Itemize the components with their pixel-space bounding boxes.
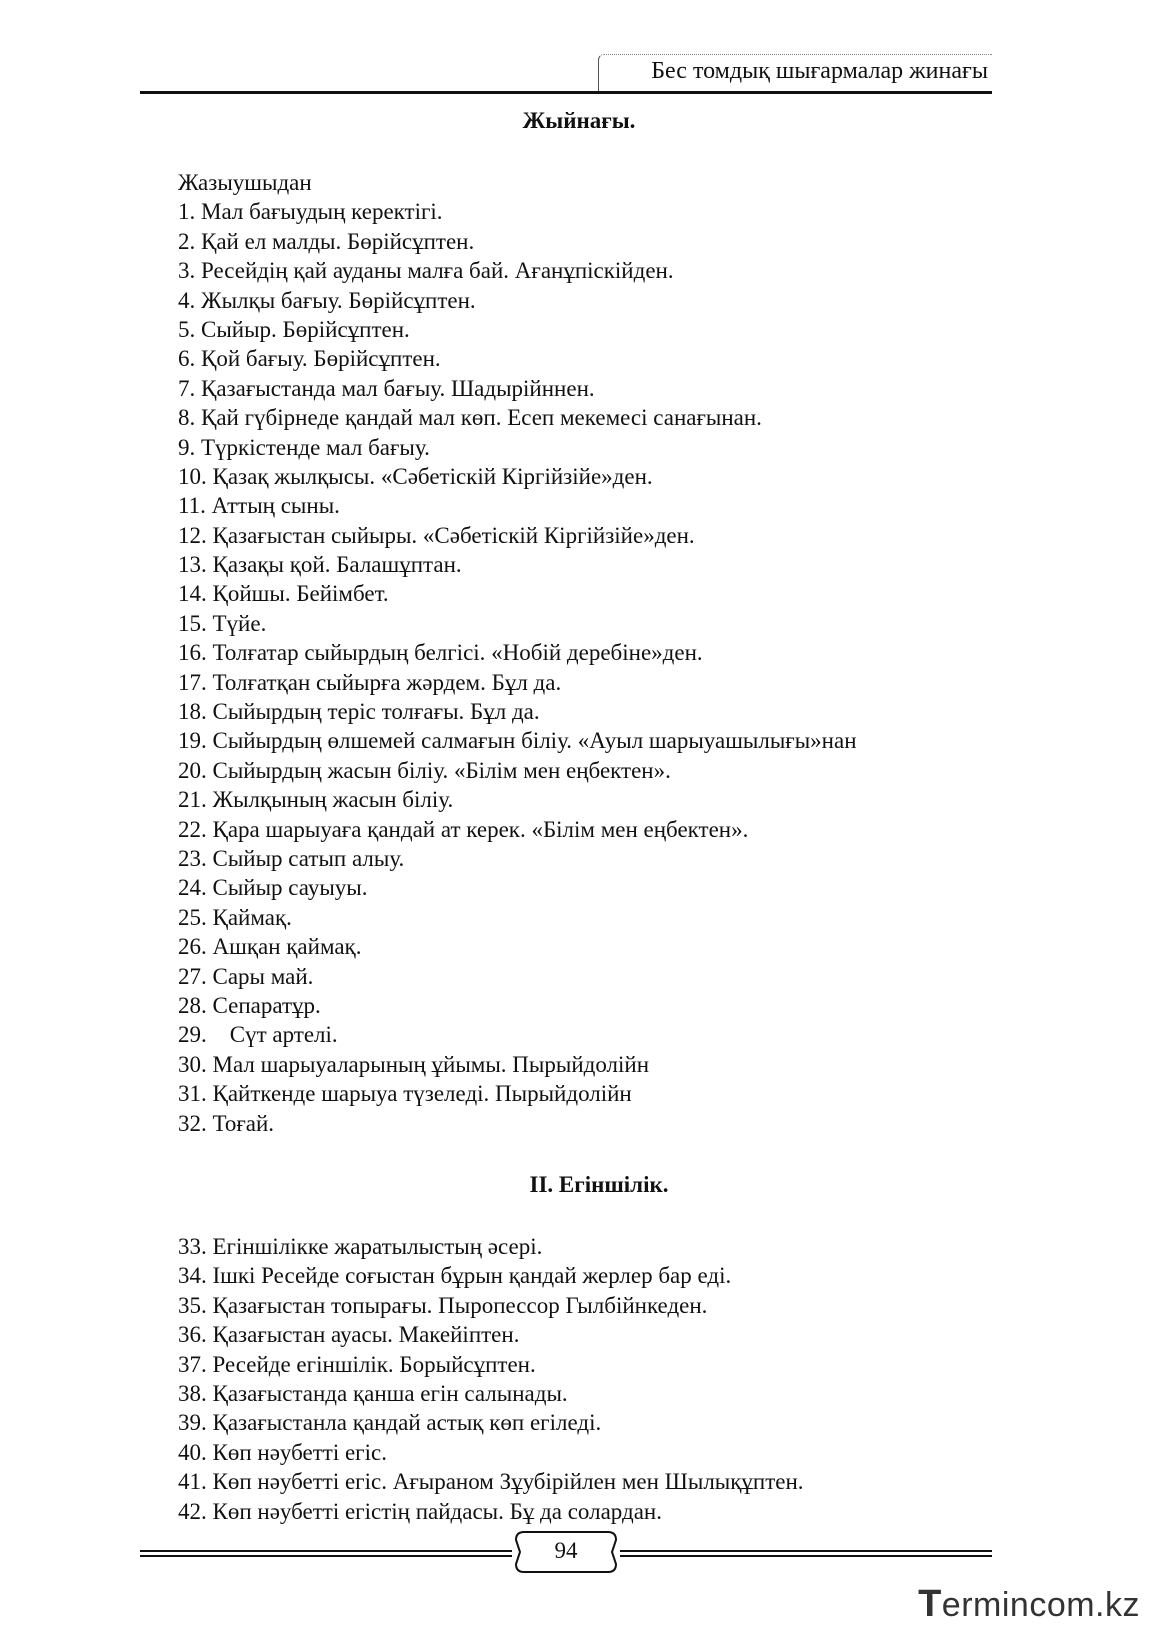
list-item: 26. Ашқан қаймақ. [178, 934, 362, 960]
book-title: Бес томдық шығармалар жинағы [651, 58, 988, 84]
list-item: 6. Қой бағыу. Бөрійсұптен. [178, 346, 441, 372]
contents-list-1 [178, 168, 857, 1138]
list-item: 13. Қазақы қой. Балашұптан. [178, 552, 462, 578]
page-footer [140, 1530, 992, 1580]
list-item: 37. Ресейде егіншілік. Борыйсұптен. [178, 1351, 536, 1377]
list-item: 28. Сепаратұр. [178, 992, 321, 1018]
section-heading-agriculture: ІІ. Егіншілік. [529, 1172, 669, 1197]
footer-rule [620, 1555, 992, 1557]
list-item: 31. Қайткенде шарыуа түзеледі. Пырыйдолійн [178, 1081, 632, 1107]
list-item: 9. Түркістенде мал бағыу. [178, 434, 430, 460]
list-item: 29. Сүт артелі. [178, 1022, 338, 1048]
list-item: 23. Сыйыр сатып алыу. [178, 845, 405, 871]
list-item: 34. Ішкі Ресейде соғыстан бұрын қандай жерлер бар еді. [178, 1263, 732, 1289]
list-item: 22. Қара шарыуаға қандай ат керек. «Білім мен еңбектен». [178, 816, 749, 842]
list-item: 3. Ресейдің қай ауданы малға бай. Ағанұпіскійден. [178, 258, 674, 284]
list-item: 1. Мал бағыудың керектігі. [178, 199, 443, 225]
list-item: 41. Көп нәубетті егіс. Ағыраном Зұубірійлен мен Шылықұптен. [178, 1469, 804, 1495]
list-item: 5. Сыйыр. Бөрійсұптен. [178, 316, 410, 342]
list-item: 24. Сыйыр сауыуы. [178, 875, 368, 901]
list-item: 8. Қай гүбірнеде қандай мал көп. Есеп мекемесі санағынан. [178, 405, 762, 431]
header-rule [140, 91, 992, 94]
list-item: 25. Қаймақ. [178, 904, 292, 930]
list-item: 42. Көп нәубетті егістің пайдасы. Бұ да солардан. [178, 1498, 662, 1524]
list-item: 20. Сыйырдың жасын біліу. «Білім мен еңбектен». [178, 757, 671, 783]
page-number-box [512, 1530, 620, 1574]
section-heading-contents: Жыйнағы. [522, 108, 636, 133]
footer-rule [140, 1555, 512, 1557]
list-item: 17. Толғатқан сыйырға жәрдем. Бұл да. [178, 669, 562, 695]
footer-rule [620, 1550, 992, 1552]
list-item: 2. Қай ел малды. Бөрійсұптен. [178, 228, 475, 254]
list-item: 18. Сыйырдың теріс толғағы. Бұл да. [178, 699, 540, 725]
list-item: 19. Сыйырдың өлшемей салмағын біліу. «Ауыл шарыуашылығы»нан [178, 728, 857, 754]
list-item: Жазыушыдан [178, 170, 312, 195]
list-item: 27. Сары май. [178, 963, 314, 989]
page-number: 94 [554, 1538, 578, 1563]
list-item: 12. Қазағыстан сыйыры. «Сәбетіскій Кіргійзійе»ден. [178, 522, 695, 548]
list-item: 36. Қазағыстан ауасы. Макейіптен. [178, 1322, 520, 1348]
watermark-text: ermincom.kz [941, 1586, 1140, 1624]
list-item: 15. Түйе. [178, 610, 267, 636]
list-item: 16. Толғатар сыйырдың белгісі. «Нобій деребіне»ден. [178, 640, 703, 666]
list-item: 40. Көп нәубетті егіс. [178, 1439, 387, 1465]
watermark-t: T [918, 1583, 942, 1625]
list-item: 32. Тоғай. [178, 1110, 275, 1136]
list-item: 33. Егіншілікке жаратылыстың әсері. [178, 1234, 543, 1259]
list-item: 21. Жылқының жасын біліу. [178, 787, 454, 813]
list-item: 4. Жылқы бағыу. Бөрійсұптен. [178, 287, 476, 313]
list-item: 11. Аттың сыны. [178, 493, 340, 519]
footer-rule [140, 1550, 512, 1552]
list-item: 14. Қойшы. Бейімбет. [178, 581, 389, 607]
contents-list-2 [178, 1232, 804, 1526]
list-item: 10. Қазақ жылқысы. «Сәбетіскій Кіргійзійе»ден. [178, 463, 653, 489]
list-item: 35. Қазағыстан топырағы. Пыропессор Гылбійнкеден. [178, 1292, 708, 1318]
list-item: 38. Қазағыстанда қанша егін салынады. [178, 1380, 568, 1406]
watermark-logo [918, 1583, 1140, 1623]
running-header [140, 54, 992, 96]
list-item: 30. Мал шарыуаларының ұйымы. Пырыйдолійн [178, 1051, 650, 1077]
list-item: 7. Қазағыстанда мал бағыу. Шадырійннен. [178, 375, 595, 401]
list-item: 39. Қазағыстанла қандай астық көп егіледі. [178, 1410, 602, 1436]
